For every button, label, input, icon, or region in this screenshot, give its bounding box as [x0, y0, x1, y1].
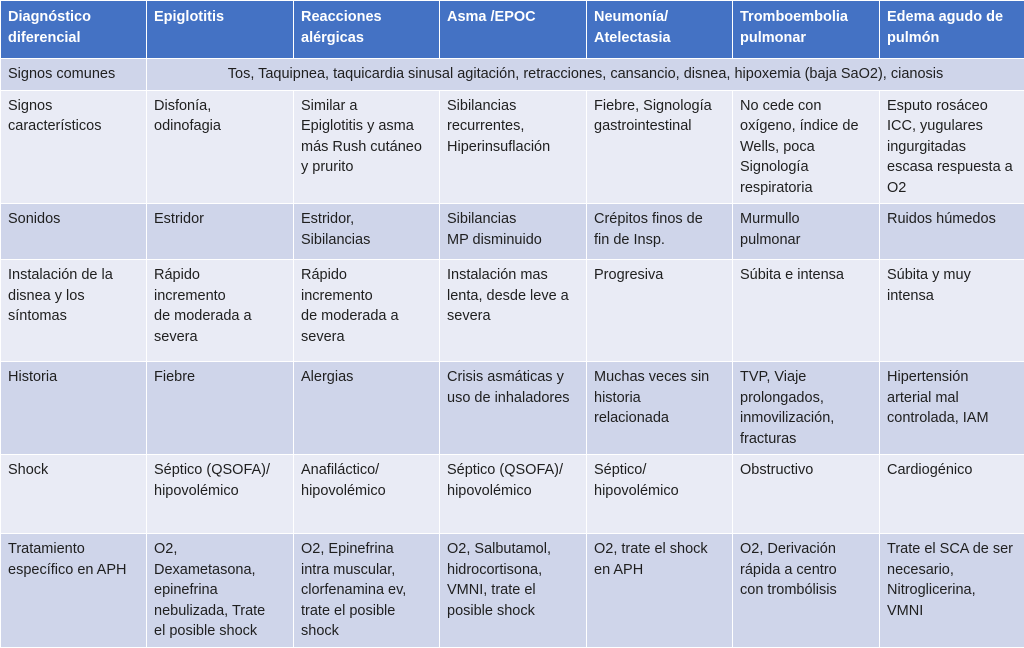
table-cell: No cede con oxígeno, índice de Wells, poca Signología respiratoria [733, 90, 880, 204]
table-cell: O2, Derivación rápida a centro con trombólisis [733, 534, 880, 648]
table-cell: Obstructivo [733, 455, 880, 534]
common-signs-cell: Tos, Taquipnea, taquicardia sinusal agitación, retracciones, cansancio, disnea, hipoxemia (baja SaO2), cianosis [147, 59, 1024, 91]
table-cell: Trate el SCA de ser necesario, Nitroglicerina, VMNI [880, 534, 1024, 648]
table-cell: Crisis asmáticas y uso de inhaladores [440, 362, 587, 455]
header-cell: Epiglotitis [147, 1, 294, 59]
table-cell: Similar a Epiglotitis y asma más Rush cutáneo y prurito [294, 90, 440, 204]
table-row [1, 204, 1024, 260]
row-label: Signos característicos [1, 90, 147, 204]
table-cell: Hipertensión arterial mal controlada, IAM [880, 362, 1024, 455]
table-cell: Fiebre, Signología gastrointestinal [587, 90, 733, 204]
header-cell: Edema agudo de pulmón [880, 1, 1024, 59]
table-cell: Anafiláctico/ hipovolémico [294, 455, 440, 534]
table-cell: Súbita y muy intensa [880, 260, 1024, 362]
table-cell: O2, Dexametasona, epinefrina nebulizada, Trate el posible shock [147, 534, 294, 648]
table-row [1, 534, 1024, 648]
table-cell: Murmullo pulmonar [733, 204, 880, 260]
table-row [1, 260, 1024, 362]
row-label: Sonidos [1, 204, 147, 260]
header-cell: Neumonía/ Atelectasia [587, 1, 733, 59]
table-cell: Rápido incremento de moderada a severa [147, 260, 294, 362]
table-row [1, 455, 1024, 534]
table-cell: Muchas veces sin historia relacionada [587, 362, 733, 455]
table-cell: Disfonía, odinofagia [147, 90, 294, 204]
table-cell: Estridor [147, 204, 294, 260]
table-cell: Alergias [294, 362, 440, 455]
header-cell: Asma /EPOC [440, 1, 587, 59]
row-label: Shock [1, 455, 147, 534]
row-label: Signos comunes [1, 59, 147, 91]
table-cell: Progresiva [587, 260, 733, 362]
table-cell: Instalación mas lenta, desde leve a severa [440, 260, 587, 362]
table-cell: O2, Epinefrina intra muscular, clorfenamina ev, trate el posible shock [294, 534, 440, 648]
table-cell: Fiebre [147, 362, 294, 455]
common-signs-row [1, 59, 1024, 91]
table-cell: Ruidos húmedos [880, 204, 1024, 260]
header-cell: Reacciones alérgicas [294, 1, 440, 59]
row-label: Instalación de la disnea y los síntomas [1, 260, 147, 362]
table-cell: Sibilancias recurrentes, Hiperinsuflación [440, 90, 587, 204]
table-cell: O2, trate el shock en APH [587, 534, 733, 648]
table-cell: TVP, Viaje prolongados, inmovilización, fracturas [733, 362, 880, 455]
table-cell: Séptico (QSOFA)/ hipovolémico [440, 455, 587, 534]
table-cell: O2, Salbutamol, hidrocortisona, VMNI, trate el posible shock [440, 534, 587, 648]
table-row [1, 362, 1024, 455]
table-cell: Súbita e intensa [733, 260, 880, 362]
row-label: Historia [1, 362, 147, 455]
table-cell: Sibilancias MP disminuido [440, 204, 587, 260]
row-label: Tratamiento específico en APH [1, 534, 147, 648]
table-cell: Rápido incremento de moderada a severa [294, 260, 440, 362]
header-cell: Diagnóstico diferencial [1, 1, 147, 59]
table-cell: Séptico/ hipovolémico [587, 455, 733, 534]
table-cell: Cardiogénico [880, 455, 1024, 534]
header-cell: Tromboembolia pulmonar [733, 1, 880, 59]
table-row [1, 90, 1024, 204]
table-cell: Esputo rosáceo ICC, yugulares ingurgitadas escasa respuesta a O2 [880, 90, 1024, 204]
header-row [1, 1, 1024, 59]
table-cell: Séptico (QSOFA)/ hipovolémico [147, 455, 294, 534]
table-cell: Crépitos finos de fin de Insp. [587, 204, 733, 260]
table-cell: Estridor, Sibilancias [294, 204, 440, 260]
